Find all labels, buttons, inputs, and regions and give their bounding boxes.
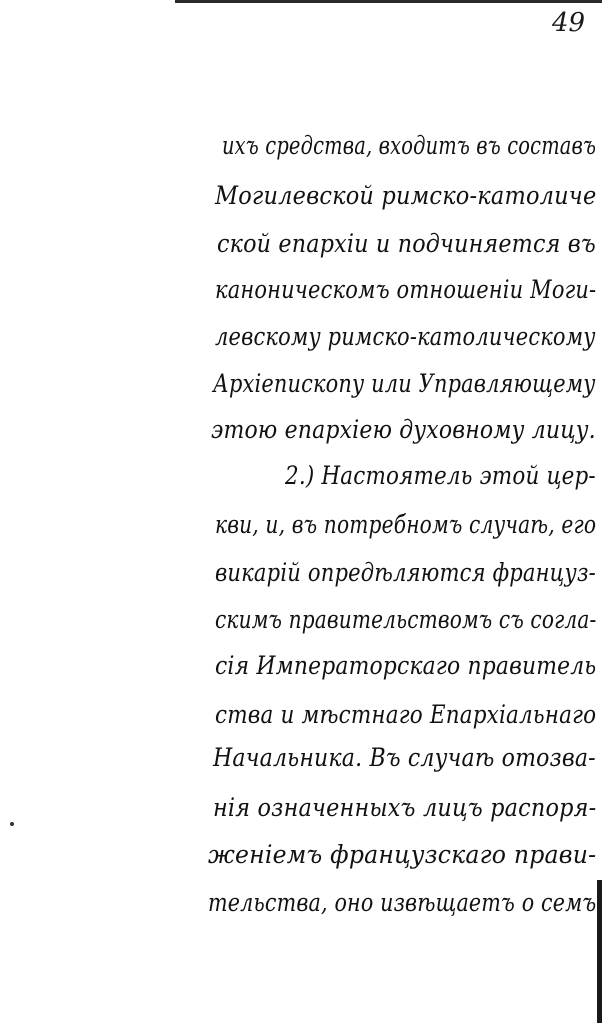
page-top-edge xyxy=(175,0,602,3)
text-line: скимъ правительствомъ съ согла- xyxy=(215,605,597,634)
text-line: каноническомъ отношеніи Моги- xyxy=(215,275,597,304)
text-line: 2.) Настоятель этой цер- xyxy=(285,461,596,490)
text-line: Начальника. Въ случаѣ отозва- xyxy=(213,743,596,772)
text-line: Могилевской римско-католиче xyxy=(215,181,597,210)
text-line: сія Императорскаго правитель xyxy=(215,651,597,680)
text-line: левскому римско-католическому xyxy=(215,322,596,351)
text-line: тельства, оно извѣщаетъ о семъ xyxy=(208,888,597,917)
page-right-edge xyxy=(597,880,602,1023)
text-line: нія означенныхъ лицъ распоря- xyxy=(213,793,597,822)
text-line: Архіепископу или Управляющему xyxy=(213,369,596,398)
text-line: ской епархіи и подчиняется въ xyxy=(217,229,596,258)
text-line: кви, и, въ потребномъ случаѣ, его xyxy=(215,510,597,539)
page-number: 49 xyxy=(552,8,586,38)
ink-mark xyxy=(10,822,14,826)
text-line: этою епархіею духовному лицу. xyxy=(211,415,596,444)
text-line: ихъ средства, входитъ въ составъ xyxy=(222,131,597,160)
text-line: ства и мѣстнаго Епархіальнаго xyxy=(215,700,597,729)
text-line: викарій опредѣляются француз- xyxy=(215,558,596,587)
text-line: женіемъ французскаго прави- xyxy=(208,840,597,869)
